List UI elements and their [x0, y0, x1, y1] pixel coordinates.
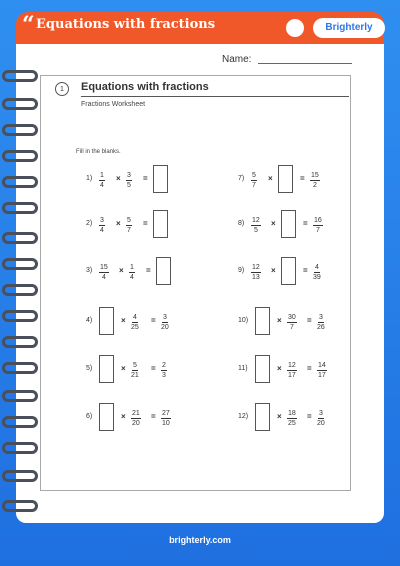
problem-label: 5): [86, 365, 93, 372]
fraction-denominator: 4: [130, 274, 134, 281]
answer-box[interactable]: [281, 210, 296, 238]
fraction: [317, 313, 325, 332]
times-sign: ×: [277, 316, 282, 325]
times-sign: ×: [277, 364, 282, 373]
ring-icon: [2, 150, 38, 162]
problem-label: 10): [238, 317, 249, 324]
ring-icon: [2, 470, 38, 482]
fraction-denominator: 25: [288, 420, 296, 427]
times-sign: ×: [121, 412, 126, 421]
answer-box[interactable]: [99, 307, 114, 335]
fraction: [99, 263, 109, 282]
problem-label: 9): [238, 267, 245, 274]
fraction-numerator: 3: [100, 217, 104, 224]
answer-box[interactable]: [255, 307, 270, 335]
ring-icon: [2, 70, 38, 82]
ring-icon: [2, 124, 38, 136]
fraction-numerator: 2: [162, 362, 166, 369]
answer-box[interactable]: [153, 165, 168, 193]
fraction-numerator: 12: [288, 362, 296, 369]
fraction-numerator: 16: [314, 217, 322, 224]
ring-icon: [2, 310, 38, 322]
fraction-numerator: 18: [288, 410, 296, 417]
fraction-numerator: 1: [100, 172, 104, 179]
equals-sign: =: [151, 364, 156, 373]
fraction-numerator: 30: [288, 314, 296, 321]
problem-label: 4): [86, 317, 93, 324]
fraction: [251, 216, 261, 235]
fraction-denominator: 17: [318, 372, 326, 379]
fraction-denominator: 20: [132, 420, 140, 427]
problem-label: 7): [238, 175, 245, 182]
fraction: [126, 216, 132, 235]
fraction-denominator: 7: [127, 227, 131, 234]
fraction: [99, 171, 105, 190]
fraction-numerator: 1: [130, 264, 134, 271]
equals-sign: =: [300, 174, 305, 183]
worksheet-frame: [40, 75, 351, 491]
fraction: [287, 313, 297, 332]
equals-sign: =: [143, 219, 148, 228]
fraction: [251, 263, 261, 282]
times-sign: ×: [116, 219, 121, 228]
ring-icon: [2, 362, 38, 374]
fraction-denominator: 4: [101, 274, 106, 281]
answer-box[interactable]: [255, 355, 270, 383]
ring-icon: [2, 284, 38, 296]
equals-sign: =: [151, 412, 156, 421]
fraction-numerator: 15: [311, 172, 319, 179]
fraction-denominator: 10: [162, 420, 170, 427]
fraction-numerator: 3: [127, 172, 131, 179]
fraction-numerator: 4: [132, 314, 137, 321]
fraction: [251, 171, 257, 190]
fraction-numerator: 12: [252, 217, 260, 224]
fraction: [126, 171, 132, 190]
problem-label: 1): [86, 175, 93, 182]
times-sign: ×: [271, 266, 276, 275]
fraction-numerator: 27: [162, 410, 170, 417]
ring-icon: [2, 390, 38, 402]
times-sign: ×: [277, 412, 282, 421]
brand-logo: Brighterly: [313, 18, 385, 38]
fraction: [131, 361, 139, 380]
section-number: 1: [55, 82, 69, 96]
answer-box[interactable]: [156, 257, 171, 285]
equals-sign: =: [307, 412, 312, 421]
times-sign: ×: [121, 316, 126, 325]
fraction: [161, 313, 169, 332]
fraction: [317, 361, 327, 380]
problem-label: 3): [86, 267, 93, 274]
equals-sign: =: [303, 219, 308, 228]
answer-box[interactable]: [153, 210, 168, 238]
fraction-denominator: 5: [127, 182, 131, 189]
fraction: [131, 313, 139, 332]
heading-divider: [81, 96, 349, 97]
fraction-numerator: 4: [314, 264, 319, 271]
answer-box[interactable]: [255, 403, 270, 431]
fraction: [287, 409, 297, 428]
circle-decoration: [286, 19, 304, 37]
problem-label: 2): [86, 220, 93, 227]
answer-box[interactable]: [99, 355, 114, 383]
fraction: [161, 361, 167, 380]
times-sign: ×: [116, 174, 121, 183]
fraction-denominator: 20: [317, 420, 325, 427]
times-sign: ×: [271, 219, 276, 228]
fraction-numerator: 5: [252, 172, 256, 179]
answer-box[interactable]: [281, 257, 296, 285]
fraction: [287, 361, 297, 380]
fraction-denominator: 2: [312, 182, 317, 189]
fraction-denominator: 20: [161, 324, 169, 331]
fraction: [161, 409, 171, 428]
header-title: Equations with fractions: [36, 17, 216, 32]
footer-url: brighterly.com: [169, 535, 231, 545]
fraction-numerator: 5: [132, 362, 137, 369]
fraction: [317, 409, 325, 428]
problem-label: 8): [238, 220, 245, 227]
fraction-numerator: 21: [132, 410, 140, 417]
fraction-denominator: 39: [313, 274, 321, 281]
worksheet-heading: Equations with fractions: [81, 81, 209, 93]
fraction-denominator: 25: [131, 324, 139, 331]
ring-icon: [2, 258, 38, 270]
ring-icon: [2, 336, 38, 348]
fraction-denominator: 26: [317, 324, 325, 331]
ring-icon: [2, 176, 38, 188]
ring-icon: [2, 500, 38, 512]
problem-label: 11): [238, 365, 248, 372]
ring-icon: [2, 98, 38, 110]
fraction-denominator: 4: [100, 182, 104, 189]
fraction-denominator: 3: [162, 372, 166, 379]
ring-icon: [2, 202, 38, 214]
fraction-denominator: 7: [315, 227, 320, 234]
ring-icon: [2, 442, 38, 454]
ring-icon: [2, 232, 38, 244]
fraction-numerator: 15: [100, 264, 108, 271]
name-label: Name:: [222, 54, 252, 65]
fraction: [131, 409, 141, 428]
fraction-denominator: 4: [100, 227, 104, 234]
fraction: [313, 216, 323, 235]
times-sign: ×: [268, 174, 273, 183]
equals-sign: =: [307, 316, 312, 325]
equals-sign: =: [146, 266, 151, 275]
fraction-numerator: 3: [318, 410, 323, 417]
fraction-denominator: 21: [131, 372, 139, 379]
equals-sign: =: [143, 174, 148, 183]
fraction-numerator: 12: [252, 264, 260, 271]
fraction-denominator: 5: [253, 227, 258, 234]
fraction-numerator: 3: [318, 314, 323, 321]
fraction-denominator: 7: [289, 324, 294, 331]
answer-box[interactable]: [99, 403, 114, 431]
fraction-denominator: 13: [252, 274, 260, 281]
fraction: [129, 263, 135, 282]
times-sign: ×: [121, 364, 126, 373]
fraction-numerator: 5: [127, 217, 131, 224]
fraction-numerator: 3: [162, 314, 167, 321]
instruction-text: Fill in the blanks.: [76, 149, 121, 155]
problem-label: 6): [86, 413, 93, 420]
equals-sign: =: [303, 266, 308, 275]
worksheet-subheading: Fractions Worksheet: [81, 101, 146, 108]
header-bar: [16, 12, 384, 44]
times-sign: ×: [119, 266, 124, 275]
answer-box[interactable]: [278, 165, 293, 193]
fraction: [313, 263, 321, 282]
fraction-denominator: 7: [252, 182, 256, 189]
fraction: [99, 216, 105, 235]
equals-sign: =: [151, 316, 156, 325]
fraction: [310, 171, 320, 190]
fraction-denominator: 17: [288, 372, 296, 379]
problem-label: 12): [238, 413, 249, 420]
fraction-numerator: 14: [318, 362, 326, 369]
quote-icon: “: [22, 12, 35, 38]
name-input-line[interactable]: [258, 63, 352, 64]
ring-icon: [2, 416, 38, 428]
equals-sign: =: [307, 364, 312, 373]
